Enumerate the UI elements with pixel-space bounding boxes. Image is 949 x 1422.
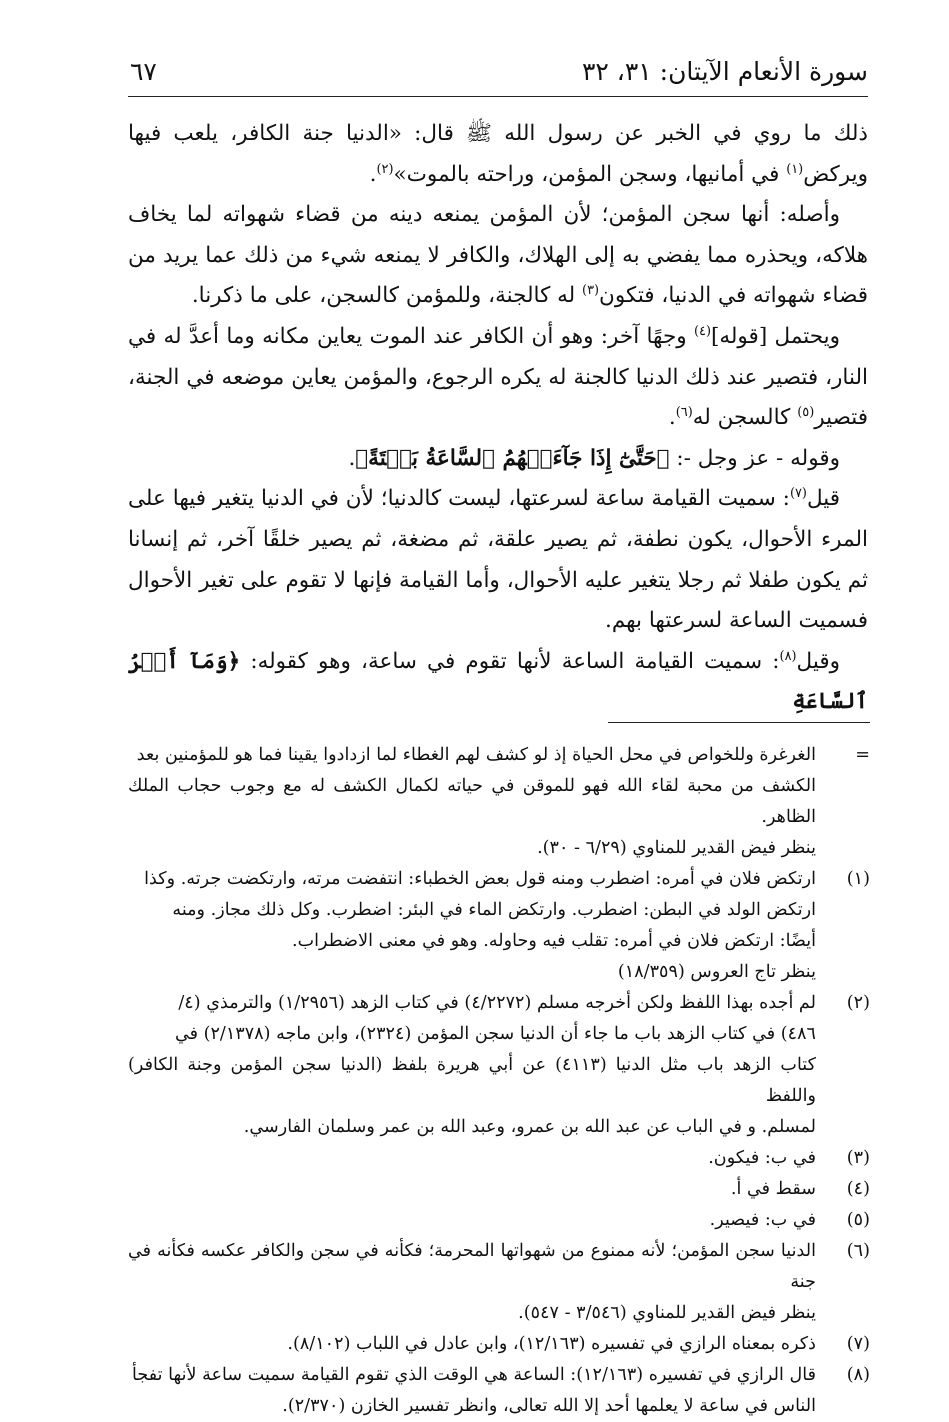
footnote-line: كتاب الزهد باب مثل الدنيا (٤١١٣) عن أبي هريرة بلفظ (الدنيا سجن المؤمن وجنة الكافر) واللفظ [128,1055,816,1106]
footnote-6 [128,1236,870,1329]
footnote-7 [128,1329,870,1360]
footnote-number: (٤) [846,1179,870,1199]
footnote-continuation [128,740,870,864]
footnote-number: (١) [846,869,870,889]
footnote-text: في ب: فيكون. [708,1148,816,1168]
footnote-ref-8[interactable]: (٨) [779,648,797,664]
footnote-line: ارتكض الولد في البطن: اضطرب. وارتكض الماء في البئر: اضطرب. وكل ذلك مجاز. ومنه [172,900,816,920]
footnote-line: لمسلم. و في الباب عن عبد الله بن عمرو، وعبد الله بن عمر وسلمان الفارسي. [243,1117,816,1137]
footnote-line: الناس في ساعة لا يعلمها أحد إلا الله تعالى، وانظر تفسير الخازن (٢/٣٧٠). [282,1396,816,1416]
text-run: وقوله - عز وجل -: [669,445,840,471]
footnote-text: في ب: فيصير. [709,1210,816,1230]
footnote-text: ذكره بمعناه الرازي في تفسيره (١٢/١٦٣)، وابن عادل في اللباب (٨/١٠٢). [287,1334,816,1354]
paragraph-4 [128,439,868,480]
footnote-line: لم أجده بهذا اللفظ ولكن أخرجه مسلم (٤/٢٢٧٢) في كتاب الزهد (١/٢٩٥٦) والترمذي (٤/ [178,993,816,1013]
paragraph-2 [128,195,868,317]
footnote-separator [608,722,870,723]
text-run: وجهًا آخر: وهو أن الكافر عند الموت يعاين مكانه وما أعدَّ له في النار، فتصير عند ذلك الدنيا كالجنة له يكره الرجوع، والمؤمن يعاين موضعه في الجنة، فتصير [128,323,868,431]
page-number: ٦٧ [130,57,157,86]
quran-verse: ﴿حَتَّىٰٓ إِذَا جَآءَتۡهُمُ ٱلسَّاعَةُ بَغۡتَةً﴾ [355,445,670,471]
footnote-line: أيضًا: ارتكض فلان في أمره: تقلب فيه وحاوله. وهو في معنى الاضطراب. [292,931,816,951]
footnote-text [128,1236,816,1329]
text-run: له كالجنة، وللمؤمن كالسجن، على ما ذكرنا. [191,283,583,309]
footnote-text [128,1360,816,1422]
footnote-line: ٤٨٦) في كتاب الزهد باب ما جاء أن الدنيا سجن المؤمن (٢٣٢٤)، وابن ماجه (٢/١٣٧٨) في [174,1024,816,1044]
footnote-number: (٨) [846,1365,870,1385]
footnote-line: ينظر تاج العروس (١٨/٣٥٩) [617,962,816,982]
footnote-2 [128,988,870,1143]
footnote-line: الدنيا سجن المؤمن؛ لأنه ممنوع من شهواتها المحرمة؛ فكأنه في سجن والكافر عكسه فكأنه في جنة [128,1241,816,1292]
footnote-line: قال الرازي في تفسيره (١٢/١٦٣): الساعة هي الوقت الذي تقوم القيامة سميت ساعة لأنها تفجأ [132,1365,816,1385]
text-run: ذلك ما روي في الخبر عن رسول الله ﷺ قال: «الدنيا جنة الكافر، يلعب فيها ويركض [128,121,868,187]
footnote-line: ارتكض فلان في أمره: اضطرب ومنه قول بعض الخطباء: انتفضت مرته، وارتكضت جرته. وكذا [144,869,816,889]
text-run: : سميت القيامة ساعة لسرعتها، ليست كالدنيا؛ لأن في الدنيا يتغير فيها على المرء الأحوال، يكون نطفة، ثم يصير علقة، ثم مضغة، ثم يصير خلقًا آخر، ثم إنسانا ثم يكون طفلا ثم رجلا يتغير عليه الأحوال، وأما القيامة فإنها لا تقوم على تغير الأحوال فسميت الساعة لسرعتها بهم. [128,486,868,634]
paragraph-1 [128,114,868,195]
footnote-text [128,740,816,864]
footnote-4 [128,1174,870,1205]
footnote-3 [128,1143,870,1174]
text-run: . [369,161,377,187]
text-run: في أمانيها، وسجن المؤمن، وراحته بالموت» [393,161,787,187]
footnote-ref-3[interactable]: (٣) [582,283,600,299]
text-run: كالسجن له [692,405,798,431]
footnote-number: (٧) [846,1334,870,1354]
continuation-marker: = [855,745,870,765]
footnote-text: سقط في أ. [730,1179,816,1199]
text-run: وقيل [796,648,840,674]
running-header [128,52,868,97]
footnote-text [128,988,816,1143]
footnote-ref-2[interactable]: (٢) [376,161,394,177]
footnote-number: (٥) [846,1210,870,1230]
footnote-line: الكشف من محبة لقاء الله فهو للموقن في حياته لكمال الكشف له مع وجوب حجاب الملك الظاهر. [128,776,816,827]
text-run: وأصله: أنها سجن المؤمن؛ لأن المؤمن يمنعه دينه من قضاء شهواته لما يخاف هلاكه، ويحذره مما يفضي به إلى الهلاك، والكافر لا يمنعه شيء من ذلك عما يريد من قضاء شهواته في الدنيا، فتكون [128,202,868,309]
footnote-1 [128,864,870,988]
header-title: سورة الأنعام الآيتان: ٣١، ٣٢ [581,57,868,86]
footnote-line: الغرغرة وللخواص في محل الحياة إذ لو كشف لهم الغطاء لما ازدادوا يقينا فما هو للمؤمنين بعد [136,745,816,765]
footnote-ref-4[interactable]: (٤) [693,323,711,339]
text-run: ويحتمل [قوله] [710,323,840,349]
footnote-line: ينظر فيض القدير للمناوي (٦/٢٩ - ٣٠). [537,838,816,858]
text-run: . [668,405,676,431]
footnote-number: (٢) [846,993,870,1013]
paragraph-6 [128,642,868,723]
footnote-line: ينظر فيض القدير للمناوي (٣/٥٤٦ - ٥٤٧). [518,1303,816,1323]
footnote-ref-6[interactable]: (٦) [675,405,693,420]
footnote-ref-5[interactable]: (٥) [797,405,815,420]
paragraph-3 [128,317,868,439]
footnote-number: (٦) [846,1241,870,1261]
footnote-8 [128,1360,870,1422]
text-run: . [348,445,356,471]
footnote-ref-7[interactable]: (٧) [789,486,807,502]
text-run: قيل [806,486,840,512]
text-run: : سميت القيامة الساعة لأنها تقوم في ساعة، وهو كقوله: [240,648,780,674]
footnote-5 [128,1205,870,1236]
footnote-ref-1[interactable]: (١) [786,161,804,177]
footnote-number: (٣) [846,1148,870,1168]
footnote-text [128,864,816,988]
paragraph-5 [128,479,868,641]
main-text [128,114,868,723]
quran-verse: ﴿وَمَآ أَمۡرُ ٱلسَّاعَةِ [128,648,868,715]
footnotes [128,740,870,1422]
